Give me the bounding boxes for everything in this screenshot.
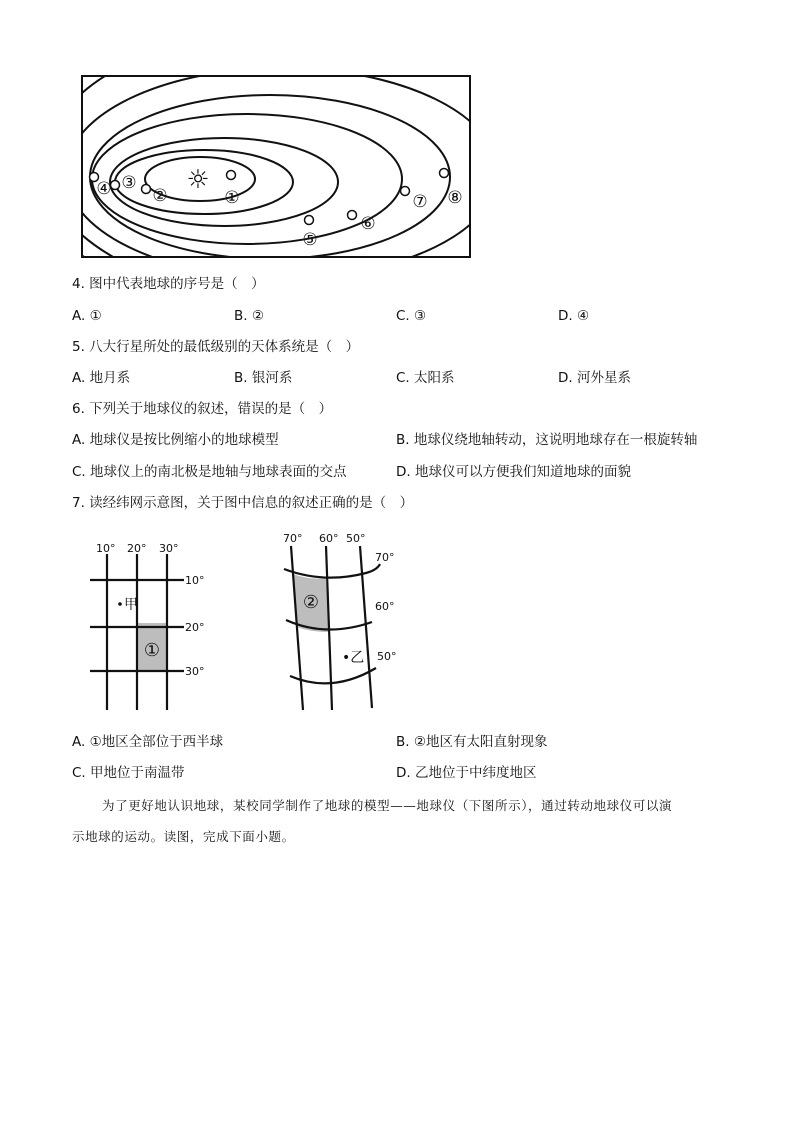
meridian-50 [360, 546, 372, 708]
q5-option-a[interactable]: A. 地月系 [72, 370, 131, 386]
planet-6 [348, 211, 357, 220]
left-right-label-10: 10° [185, 574, 205, 587]
place-jia-dot [118, 602, 122, 606]
q7-option-a[interactable]: A. ①地区全部位于西半球 [72, 734, 224, 750]
q4-option-a[interactable]: A. ① [72, 308, 102, 324]
q7-option-b[interactable]: B. ②地区有太阳直射现象 [396, 734, 548, 750]
planet-8 [440, 169, 449, 178]
right-side-label-60: 60° [375, 600, 395, 613]
question-5-stem: 5. 八大行星所处的最低级别的天体系统是（ ） [72, 339, 360, 355]
q7-option-d[interactable]: D. 乙地位于中纬度地区 [396, 765, 537, 781]
planet-2 [142, 185, 151, 194]
graticule-figure-right [280, 528, 410, 718]
region-1-label: ① [143, 640, 161, 661]
planet-label-1: ① [224, 188, 240, 208]
q4-option-d[interactable]: D. ④ [558, 308, 590, 324]
sun-icon: ☼ [186, 165, 210, 195]
question-6-stem: 6. 下列关于地球仪的叙述，错误的是（ ） [72, 401, 333, 417]
planet-label-8: ⑧ [447, 188, 463, 208]
graticule-figure-left [88, 540, 218, 715]
planet-3 [111, 181, 120, 190]
q6-option-d[interactable]: D. 地球仪可以方便我们知道地球的面貌 [396, 464, 631, 480]
passage-line-1: 为了更好地认识地球，某校同学制作了地球的模型——地球仪（下图所示），通过转动地球仪可以演 [102, 798, 673, 813]
place-yi-label: •乙 [342, 650, 365, 666]
planet-7 [401, 187, 410, 196]
passage-line-2: 示地球的运动。读图，完成下面小题。 [72, 829, 295, 844]
right-top-label-60: 60° [319, 532, 339, 545]
left-top-label-30: 30° [159, 542, 179, 555]
q6-option-a[interactable]: A. 地球仪是按比例缩小的地球模型 [72, 432, 279, 448]
parallel-50 [290, 668, 376, 683]
right-side-label-50: 50° [377, 650, 397, 663]
q4-option-b[interactable]: B. ② [234, 308, 264, 324]
planet-label-6: ⑥ [360, 214, 376, 234]
region-2-label: ② [302, 592, 320, 613]
place-jia-label: 甲 [124, 597, 138, 613]
parallel-70 [284, 564, 380, 578]
left-right-label-30: 30° [185, 665, 205, 678]
planet-label-5: ⑤ [302, 230, 318, 250]
right-side-label-70: 70° [375, 551, 395, 564]
question-7-stem: 7. 读经纬网示意图，关于图中信息的叙述正确的是（ ） [72, 495, 414, 511]
question-4-stem: 4. 图中代表地球的序号是（ ） [72, 276, 265, 292]
solar-system-figure [80, 74, 474, 260]
planet-5 [305, 216, 314, 225]
left-top-label-20: 20° [127, 542, 147, 555]
left-right-label-20: 20° [185, 621, 205, 634]
planet-label-7: ⑦ [412, 192, 428, 212]
planet-label-3: ③ [121, 173, 137, 193]
q6-option-c[interactable]: C. 地球仪上的南北极是地轴与地球表面的交点 [72, 464, 347, 480]
q5-option-b[interactable]: B. 银河系 [234, 370, 293, 386]
planet-label-2: ② [152, 186, 168, 206]
right-top-label-50: 50° [346, 532, 366, 545]
planet-1 [227, 171, 236, 180]
q4-option-c[interactable]: C. ③ [396, 308, 427, 324]
q7-option-c[interactable]: C. 甲地位于南温带 [72, 765, 185, 781]
q5-option-c[interactable]: C. 太阳系 [396, 370, 455, 386]
left-top-label-10: 10° [96, 542, 116, 555]
q6-option-b[interactable]: B. 地球仪绕地轴转动，这说明地球存在一根旋转轴 [396, 432, 698, 448]
right-top-label-70: 70° [283, 532, 303, 545]
planet-label-4: ④ [96, 179, 112, 199]
q5-option-d[interactable]: D. 河外星系 [558, 370, 631, 386]
figure-frame [82, 76, 470, 257]
